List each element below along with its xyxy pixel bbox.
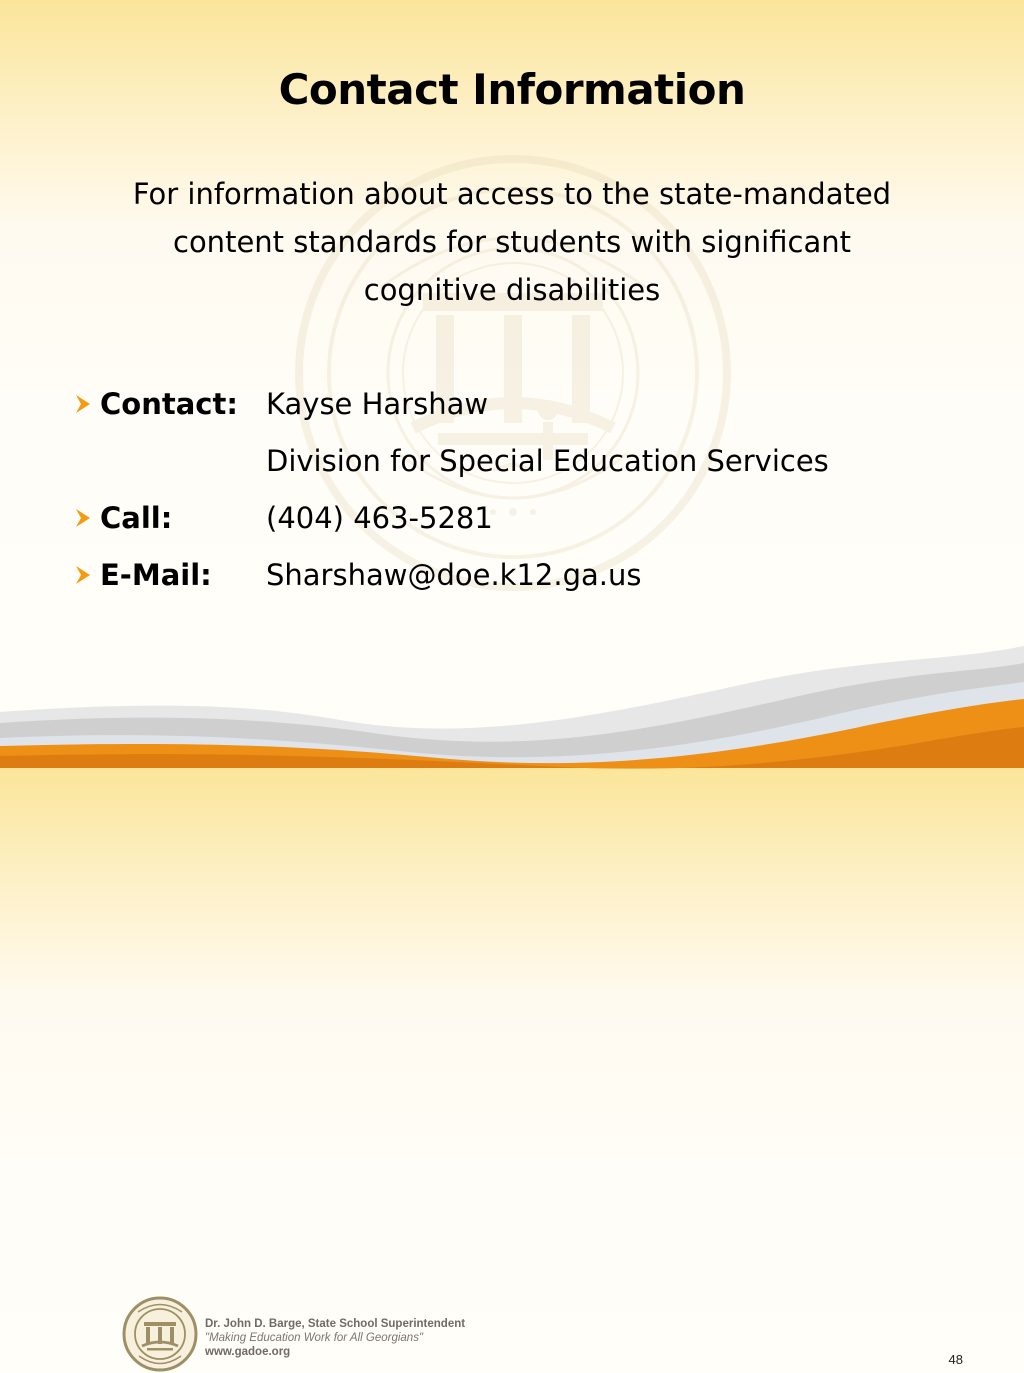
footer-wave-decoration [0, 628, 1024, 768]
arrow-bullet-icon [68, 389, 98, 419]
division-name: Division for Special Education Services [266, 444, 829, 478]
intro-line: For information about access to the state-mandated [132, 177, 892, 211]
motto-line: "Making Education Work for All Georgians" [205, 1332, 424, 1344]
call-label: Call: [100, 501, 173, 535]
email-row [68, 551, 641, 599]
arrow-bullet-icon [68, 503, 98, 533]
department-seal-icon [121, 1295, 199, 1373]
phone-number: (404) 463-5281 [266, 501, 493, 535]
slide-title: Contact Information [278, 65, 746, 114]
call-row [68, 494, 493, 542]
slide-footer [0, 628, 1024, 1367]
website-line: www.gadoe.org [205, 1346, 291, 1358]
contact-label: Contact: [100, 387, 238, 421]
footer-credits [205, 1317, 505, 1359]
intro-line: cognitive disabilities [363, 273, 661, 307]
superintendent-line: Dr. John D. Barge, State School Superintendent [205, 1318, 466, 1330]
intro-line: content standards for students with significant [173, 225, 851, 259]
contact-name: Kayse Harshaw [266, 387, 489, 421]
email-address: Sharshaw@doe.k12.ga.us [266, 558, 642, 592]
page-number: 48 [948, 1352, 963, 1367]
division-row [266, 437, 829, 485]
arrow-bullet-icon [68, 560, 98, 590]
contact-row [68, 380, 488, 428]
email-label: E-Mail: [100, 558, 212, 592]
intro-paragraph [82, 170, 942, 314]
